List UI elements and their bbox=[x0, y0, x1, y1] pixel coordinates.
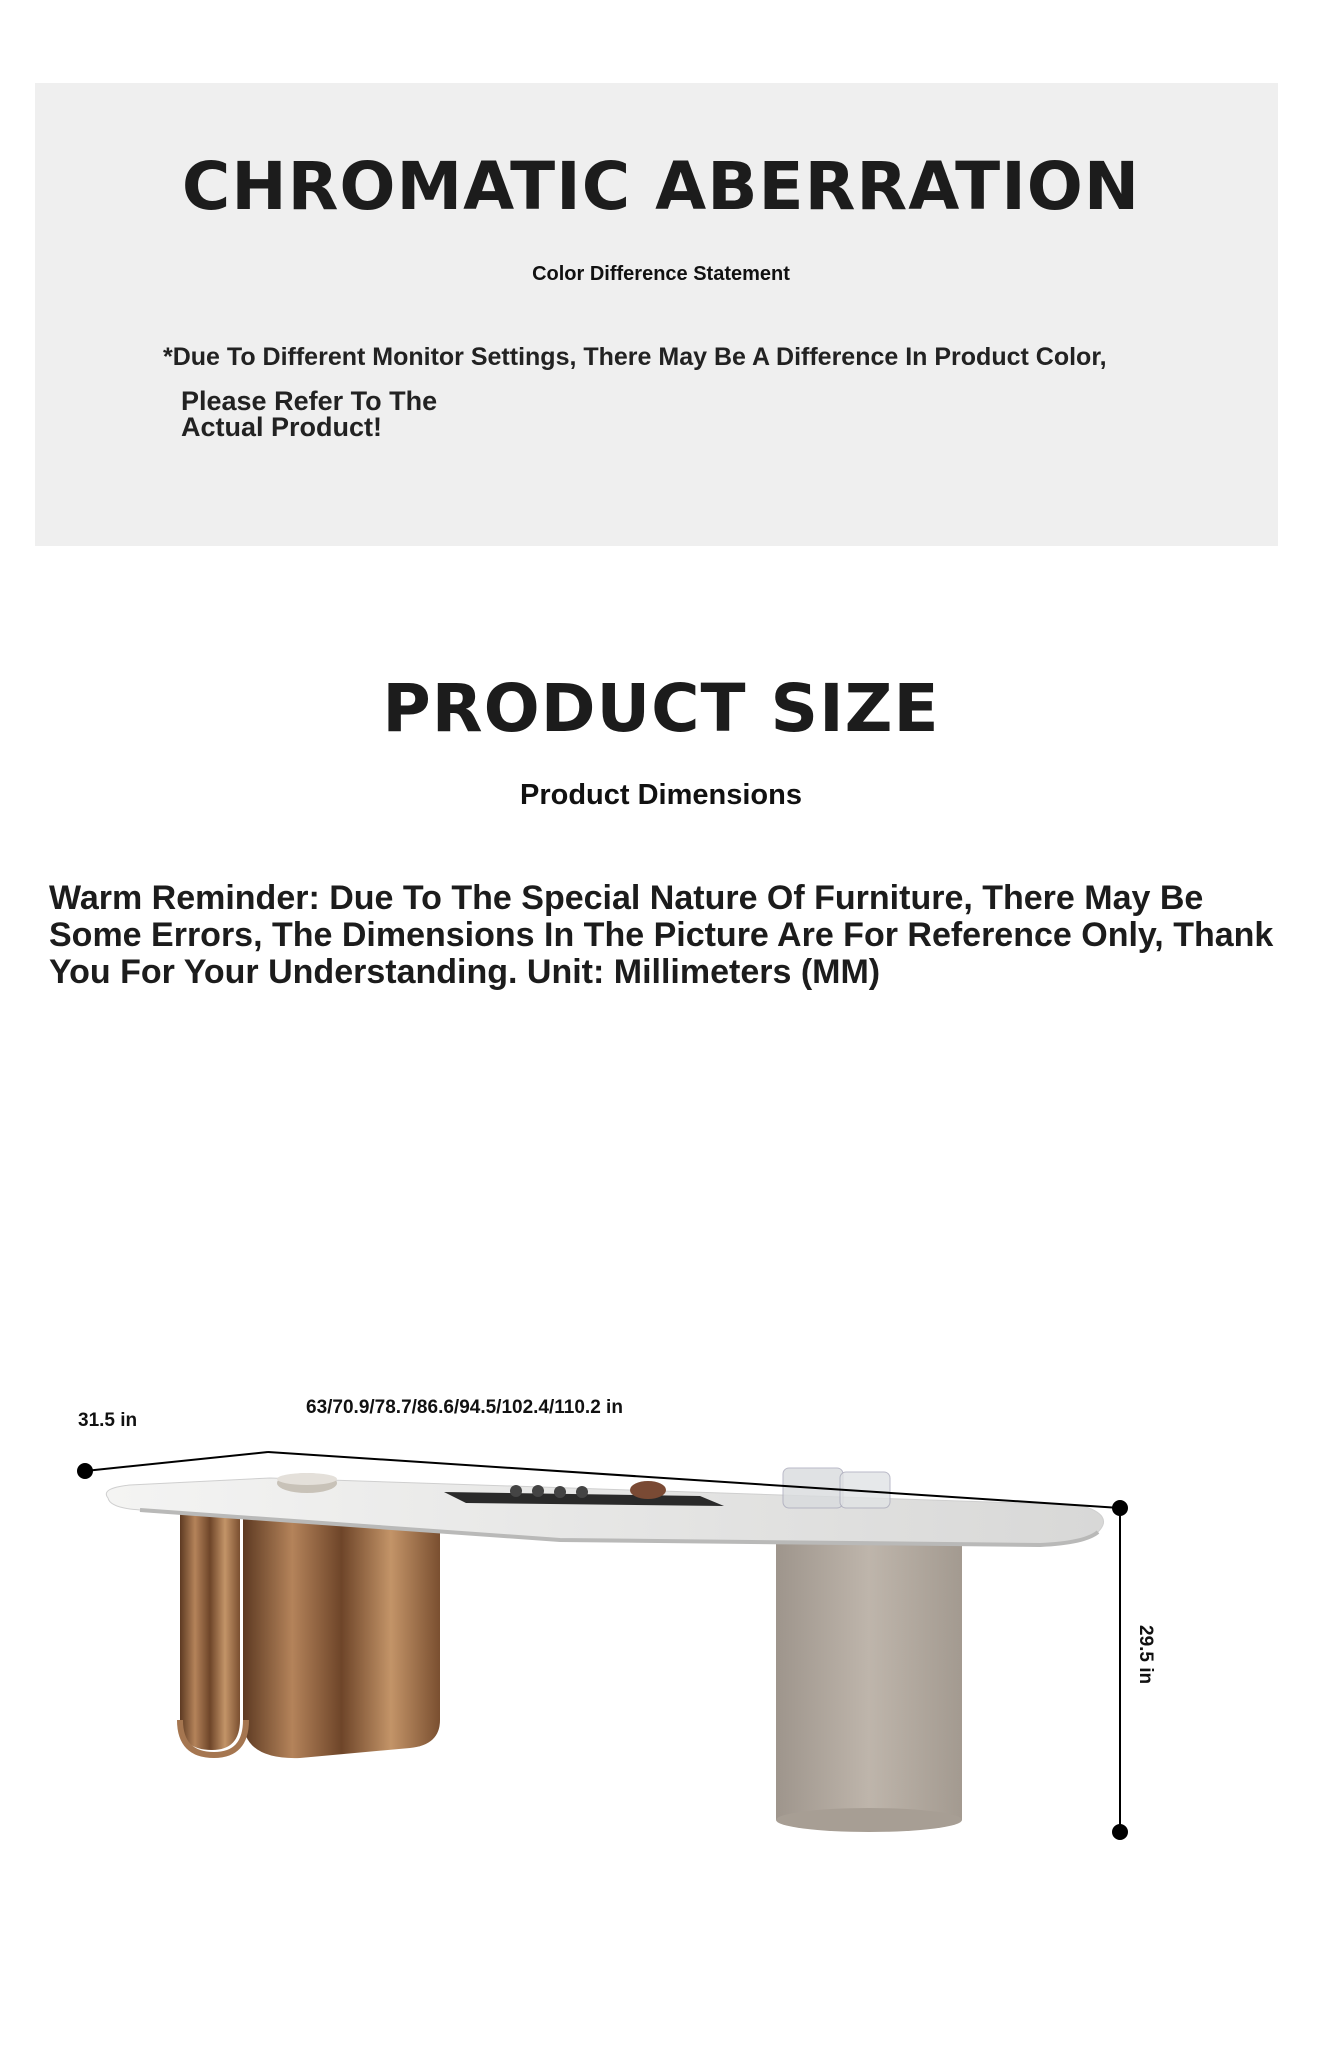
bronze-leg bbox=[180, 1508, 440, 1758]
length-dimension-label: 63/70.9/78.7/86.6/94.5/102.4/110.2 in bbox=[306, 1397, 623, 1418]
product-dimensions-subtitle: Product Dimensions bbox=[520, 779, 802, 811]
color-note-line1: *Due To Different Monitor Settings, There May Be A Difference In Product Color, bbox=[163, 343, 1107, 371]
chromatic-aberration-title: CHROMATIC ABERRATION bbox=[181, 148, 1141, 225]
color-note-line2: Please Refer To The Actual Product! bbox=[181, 386, 438, 442]
height-dimension-label: 29.5 in bbox=[1135, 1625, 1156, 1685]
product-size-title: PRODUCT SIZE bbox=[382, 670, 940, 747]
warm-reminder: Warm Reminder: Due To The Special Nature Of Furniture, There May Be Some Errors, The Dimensions In The Picture Are For Reference Only, Thank You For Your Understanding. Unit: Millimeters (MM) bbox=[49, 879, 1274, 991]
color-difference-subtitle: Color Difference Statement bbox=[532, 263, 790, 285]
depth-dimension-label: 31.5 in bbox=[78, 1410, 138, 1431]
pedestal-leg bbox=[776, 1530, 962, 1832]
